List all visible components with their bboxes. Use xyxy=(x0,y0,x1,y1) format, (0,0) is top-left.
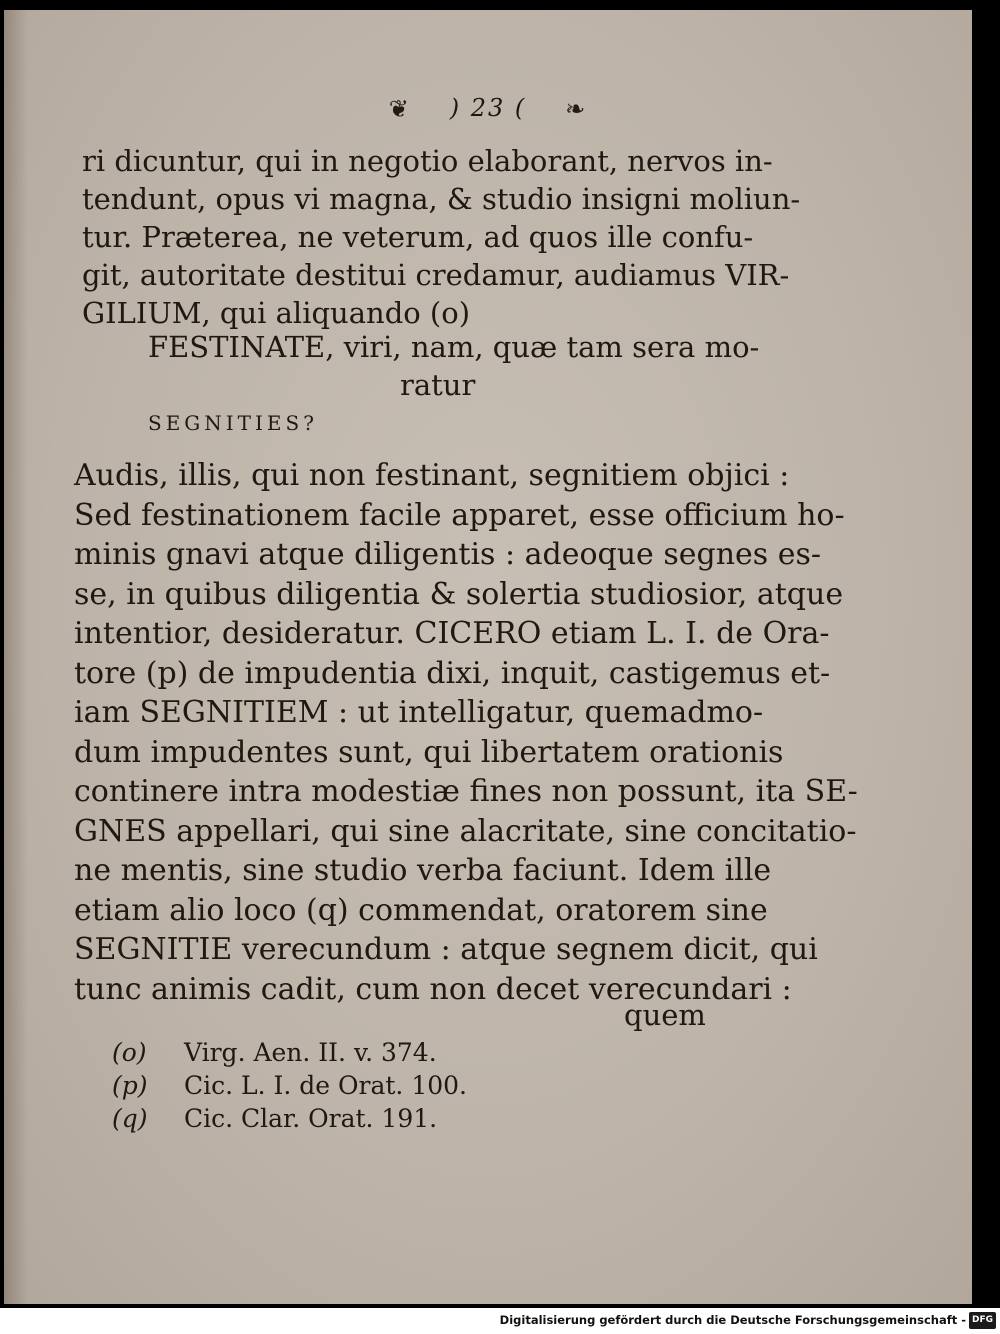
footnote xyxy=(112,1102,467,1135)
footnotes xyxy=(112,1036,467,1135)
digitization-footer xyxy=(0,1308,1000,1334)
text-line: GNES appellari, qui sine alacritate, sine concitatio- xyxy=(74,813,857,849)
footnote xyxy=(112,1069,467,1102)
catchword: quem xyxy=(624,998,706,1032)
text-line: intentior, desideratur. CICERO etiam L. I. de Ora- xyxy=(74,616,830,651)
book-page xyxy=(4,10,972,1304)
text-line: se, in quibus diligentia & solertia studiosior, atque xyxy=(74,576,844,612)
text-line: tur. Præterea, ne veterum, ad quos ille confu- xyxy=(82,220,754,254)
dfg-logo: DFG xyxy=(969,1312,996,1329)
footnote-mark: (q) xyxy=(112,1104,148,1133)
footnote-text: Cic. L. I. de Orat. 100. xyxy=(184,1071,467,1100)
text-line: SEGNITIE verecundum : atque segnem dicit, qui xyxy=(74,932,818,967)
text-line: tunc animis cadit, cum non decet verecundari : xyxy=(74,971,792,1007)
footnote-text: Virg. Aen. II. v. 374. xyxy=(184,1038,437,1067)
footnote xyxy=(112,1036,467,1069)
funding-credit: Digitalisierung gefördert durch die Deutsche Forschungsgemeinschaft - xyxy=(499,1313,966,1327)
text-line: tendunt, opus vi magna, & studio insigni moliun- xyxy=(82,182,801,216)
running-header xyxy=(4,90,972,123)
footnote-mark: (o) xyxy=(112,1038,147,1067)
body-text-main xyxy=(74,456,858,1009)
text-line: ne mentis, sine studio verba faciunt. Idem ille xyxy=(74,853,772,888)
text-line: git, autoritate destitui credamur, audiamus VIR- xyxy=(82,258,790,292)
text-line: Audis, illis, qui non festinant, segnitiem objici : xyxy=(74,458,790,493)
quote-line: ratur xyxy=(400,368,476,402)
footnote-mark: (p) xyxy=(112,1071,148,1100)
text-line: etiam alio loco (q) commendat, oratorem sine xyxy=(74,892,768,928)
verse-quote xyxy=(82,328,760,442)
text-line: iam SEGNITIEM : ut intelligatur, quemadmo- xyxy=(74,695,764,730)
text-line: ri dicuntur, qui in negotio elaborant, nervos in- xyxy=(82,144,773,178)
body-text-top xyxy=(82,142,801,332)
ornament-right-icon: ❧ xyxy=(565,94,588,123)
text-line: minis gnavi atque diligentis : adeoque segnes es- xyxy=(74,537,821,572)
ornament-left-icon: ❦ xyxy=(388,94,411,123)
text-line: continere intra modestiæ fines non possunt, ita SE- xyxy=(74,774,858,809)
text-line: dum impudentes sunt, qui libertatem orationis xyxy=(74,734,784,770)
quote-line: FESTINATE, viri, nam, quæ tam sera mo- xyxy=(148,330,760,364)
text-line: Sed festinationem facile apparet, esse officium ho- xyxy=(74,497,845,533)
gutter-shadow xyxy=(4,10,28,1304)
text-line: tore (p) de impudentia dixi, inquit, castigemus et- xyxy=(74,655,831,691)
quote-line: SEGNITIES? xyxy=(148,411,318,435)
page-number: ) 23 ( xyxy=(449,94,527,122)
footnote-text: Cic. Clar. Orat. 191. xyxy=(184,1104,438,1133)
text-line: GILIUM, qui aliquando (o) xyxy=(82,296,471,330)
